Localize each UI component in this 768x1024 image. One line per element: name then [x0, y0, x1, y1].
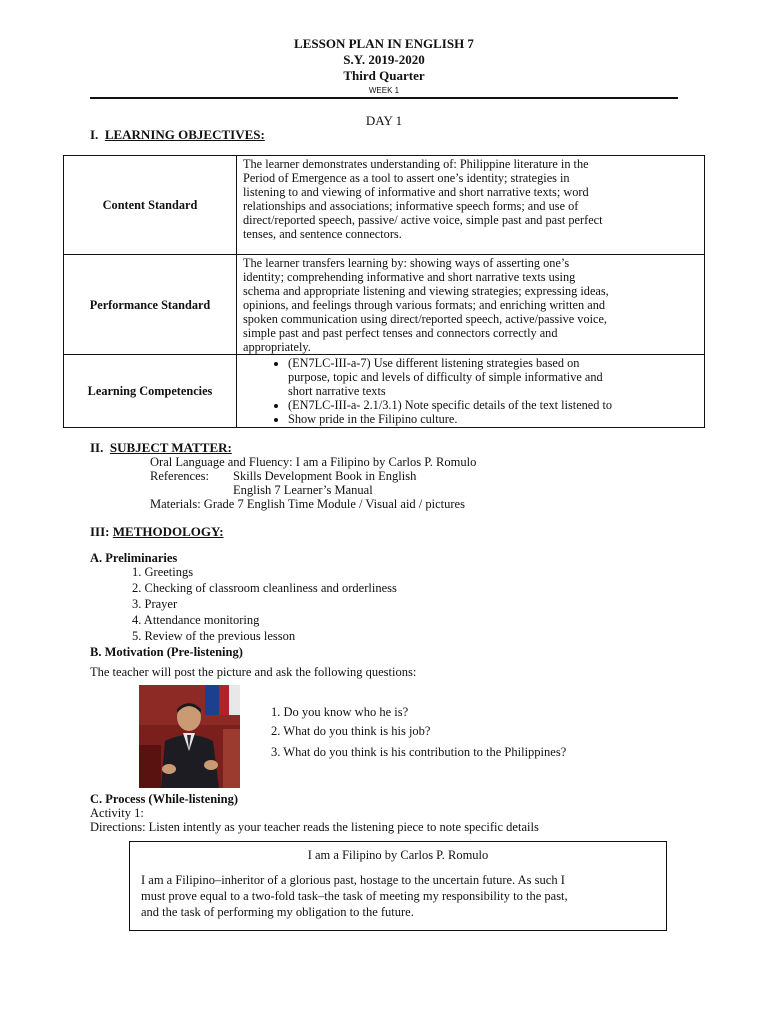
- text-line: tenses, and sentence connectors.: [243, 227, 402, 241]
- motivation-question: 2. What do you think is his job?: [271, 724, 431, 738]
- competencies-label: Learning Competencies: [64, 355, 237, 428]
- section-number: III:: [90, 524, 110, 539]
- performance-standard-row: [64, 255, 705, 355]
- preliminary-item: 1. Greetings: [132, 565, 194, 579]
- reference-item: Skills Development Book in English: [233, 469, 417, 483]
- directions-text: Directions: Listen intently as your teacher reads the listening piece to note specific details: [90, 820, 539, 834]
- text-line: and the task of performing my obligation to the future.: [141, 905, 414, 919]
- performance-standard-text: [237, 255, 705, 355]
- portrait-photo: [139, 685, 240, 788]
- text-line: relationships and associations; informative speech forms; and use of: [243, 199, 579, 213]
- process-heading: C. Process (While-listening): [90, 792, 239, 806]
- content-standard-label: Content Standard: [64, 156, 237, 255]
- portrait-illustration: [139, 685, 240, 788]
- motivation-heading: B. Motivation (Pre-listening): [90, 645, 243, 659]
- preliminary-item: 2. Checking of classroom cleanliness and orderliness: [132, 581, 397, 595]
- text-line: • Show pride in the Filipino culture.: [288, 412, 458, 426]
- preliminary-item: 5. Review of the previous lesson: [132, 629, 296, 643]
- section-subject-heading: [90, 440, 232, 456]
- text-line: must prove equal to a two-fold task–the task of meeting my responsibility to the past,: [141, 889, 568, 903]
- competencies-list: [243, 356, 698, 426]
- text-line: purpose, topic and levels of difficulty of simple informative and: [288, 370, 603, 384]
- section-title: METHODOLOGY:: [112, 524, 224, 539]
- day-label: DAY 1: [365, 113, 403, 128]
- section-number: I.: [90, 127, 99, 142]
- header-divider: [90, 97, 678, 99]
- document-title: LESSON PLAN IN ENGLISH 7: [294, 36, 474, 51]
- week-label: WEEK 1: [368, 86, 400, 95]
- section-methodology-heading: [90, 524, 224, 540]
- text-line: opinions, and feelings through various formats; and enriching written and: [243, 298, 605, 312]
- competency-item: [288, 356, 698, 398]
- competency-item: [288, 398, 698, 412]
- references-label: References:: [150, 469, 209, 483]
- section-title: SUBJECT MATTER:: [109, 440, 232, 455]
- activity-label: Activity 1:: [90, 806, 144, 820]
- preliminary-item: 3. Prayer: [132, 597, 178, 611]
- competencies-text: [237, 355, 705, 428]
- text-line: direct/reported speech, passive/ active voice, simple past and past perfect: [243, 213, 603, 227]
- competencies-row: [64, 355, 705, 428]
- listening-piece-title: I am a Filipino by Carlos P. Romulo: [307, 848, 489, 862]
- preliminaries-heading: A. Preliminaries: [90, 551, 178, 565]
- text-line: The learner demonstrates understanding of: Philippine literature in the: [243, 157, 589, 171]
- section-objectives-heading: [90, 127, 265, 143]
- school-year: S.Y. 2019-2020: [343, 52, 425, 67]
- performance-standard-label: Performance Standard: [64, 255, 237, 355]
- text-line: identity; comprehending informative and short narrative texts using: [243, 270, 576, 284]
- content-standard-text: [237, 156, 705, 255]
- competency-item: [288, 412, 698, 426]
- listening-piece-text: [141, 872, 655, 920]
- quarter: Third Quarter: [343, 68, 425, 83]
- objectives-table: [63, 155, 705, 428]
- text-line: simple past and past perfect tenses and connectors correctly and: [243, 326, 558, 340]
- text-line: The learner transfers learning by: showing ways of asserting one’s: [243, 256, 570, 270]
- text-line: • (EN7LC-III-a-7) Use different listening strategies based on: [288, 356, 580, 370]
- listening-piece-box: [129, 841, 667, 931]
- motivation-question: 3. What do you think is his contribution to the Philippines?: [271, 745, 567, 759]
- text-line: schema and appropriate listening and viewing strategies; expressing ideas,: [243, 284, 609, 298]
- content-standard-row: [64, 156, 705, 255]
- section-title: LEARNING OBJECTIVES:: [104, 127, 265, 142]
- reference-item: English 7 Learner’s Manual: [233, 483, 373, 497]
- motivation-intro: The teacher will post the picture and ask the following questions:: [90, 665, 417, 679]
- text-line: listening to and viewing of informative and short narrative texts; word: [243, 185, 589, 199]
- text-line: Period of Emergence as a tool to assert one’s identity; strategies in: [243, 171, 570, 185]
- text-line: appropriately.: [243, 340, 311, 354]
- text-line: I am a Filipino–inheritor of a glorious past, hostage to the uncertain future. As such I: [141, 873, 565, 887]
- motivation-question: 1. Do you know who he is?: [271, 705, 409, 719]
- text-line: short narrative texts: [288, 384, 386, 398]
- preliminary-item: 4. Attendance monitoring: [132, 613, 260, 627]
- subject-topic: Oral Language and Fluency: I am a Filipino by Carlos P. Romulo: [150, 455, 477, 469]
- text-line: spoken communication using direct/reported speech, active/passive voice,: [243, 312, 608, 326]
- materials-line: Materials: Grade 7 English Time Module / Visual aid / pictures: [150, 497, 465, 511]
- text-line: • (EN7LC-III-a- 2.1/3.1) Note specific details of the text listened to: [288, 398, 613, 412]
- section-number: II.: [90, 440, 104, 455]
